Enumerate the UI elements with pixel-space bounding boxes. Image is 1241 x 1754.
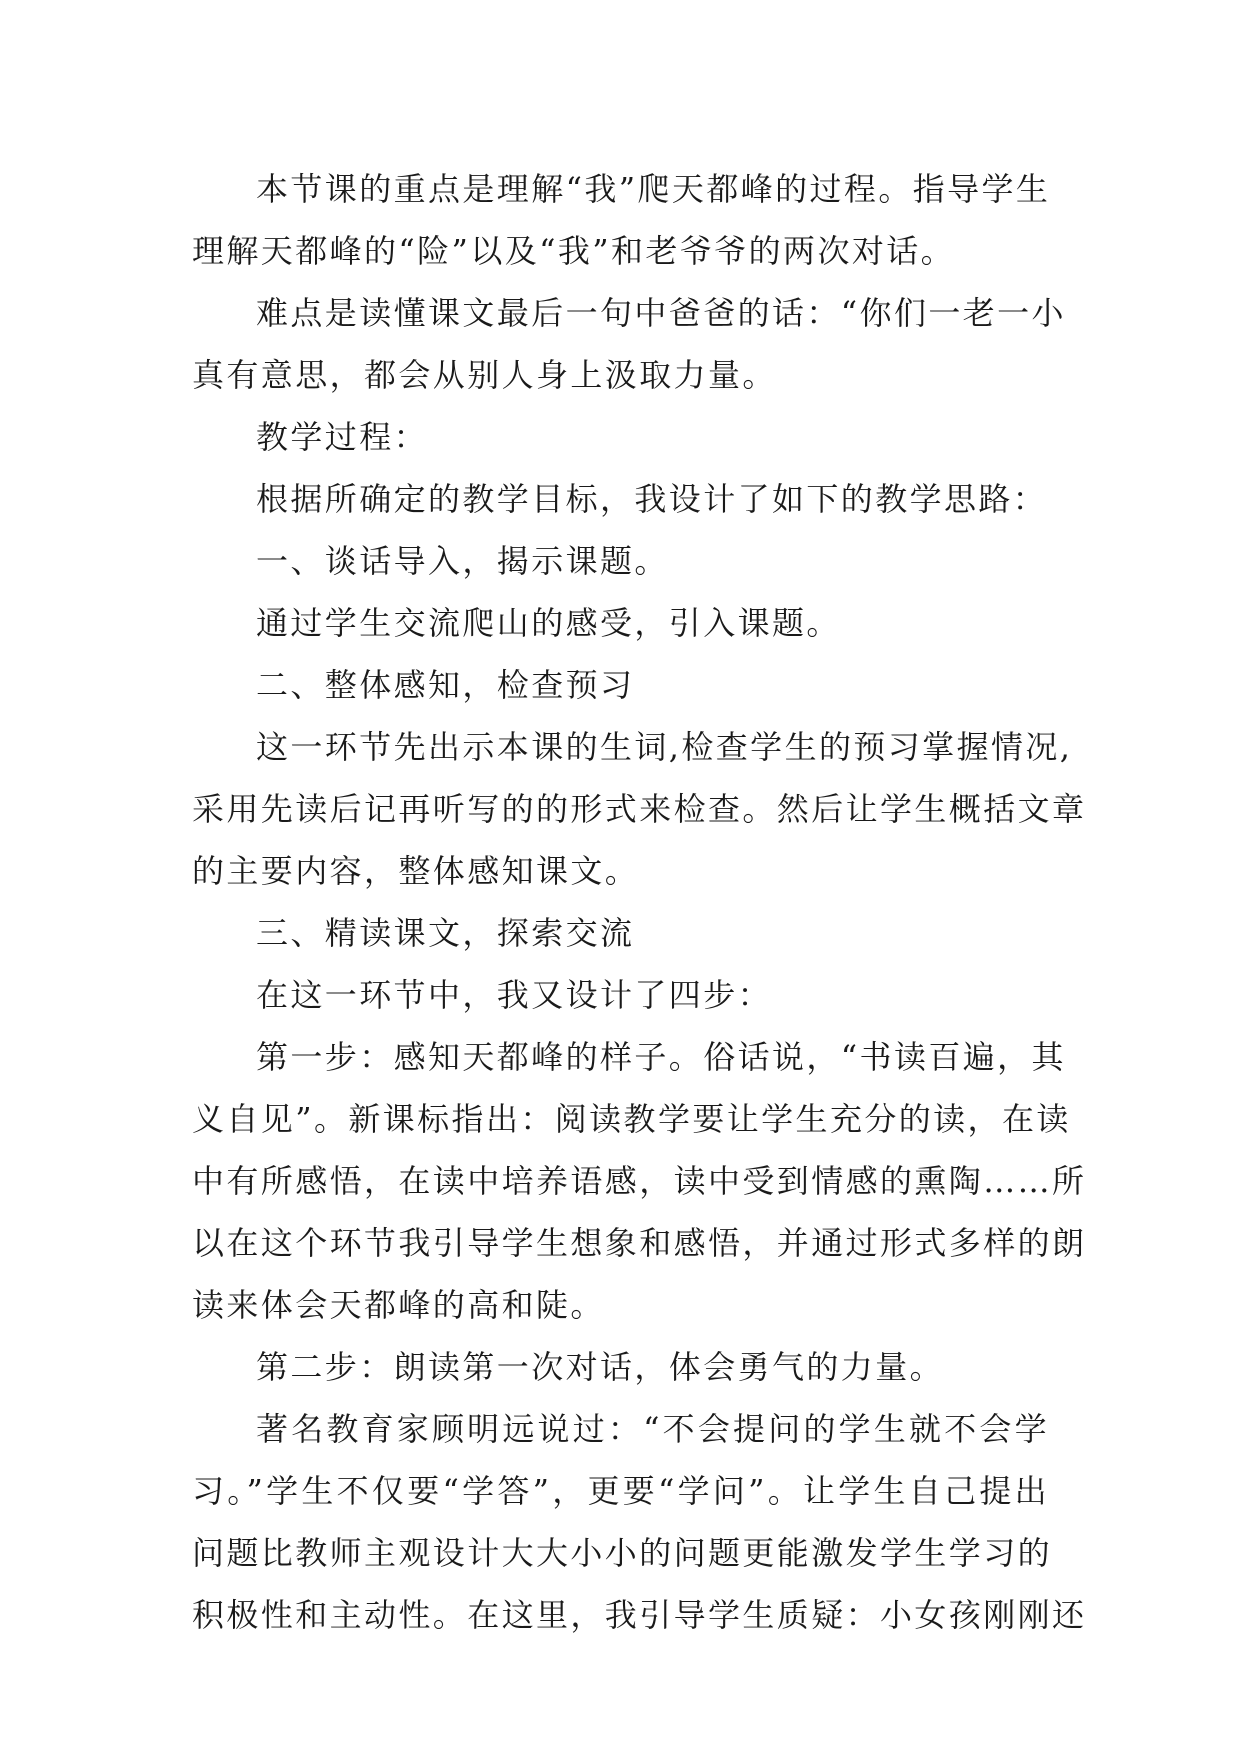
paragraph bbox=[192, 1026, 1087, 1336]
text-line: 真有意思，都会从别人身上汲取力量。 bbox=[192, 356, 777, 394]
text-line: 教学过程： bbox=[256, 418, 429, 456]
paragraph bbox=[192, 1398, 1087, 1646]
text-line: 难点是读懂课文最后一句中爸爸的话：“你们一老一小 bbox=[256, 294, 1066, 332]
text-line: 三、精读课文，探索交流 bbox=[256, 914, 635, 952]
text-line: 积极性和主动性。在这里，我引导学生质疑：小女孩刚刚还 bbox=[192, 1596, 1087, 1634]
paragraph bbox=[192, 1336, 1049, 1398]
paragraph bbox=[192, 468, 1049, 530]
paragraph bbox=[192, 282, 1066, 406]
paragraph bbox=[192, 158, 1049, 282]
paragraph bbox=[192, 592, 1049, 654]
text-line: 采用先读后记再听写的的形式来检查。然后让学生概括文章 bbox=[192, 790, 1087, 828]
text-line: 根据所确定的教学目标，我设计了如下的教学思路： bbox=[256, 480, 1048, 518]
document-body bbox=[192, 158, 1087, 1646]
text-line: 问题比教师主观设计大大小小的问题更能激发学生学习的 bbox=[192, 1534, 1053, 1572]
paragraph bbox=[192, 530, 1049, 592]
text-line: 著名教育家顾明远说过：“不会提问的学生就不会学 bbox=[256, 1410, 1049, 1448]
text-line: 第一步：感知天都峰的样子。俗话说，“书读百遍，其 bbox=[256, 1038, 1066, 1076]
text-line: 以在这个环节我引导学生想象和感悟，并通过形式多样的朗 bbox=[192, 1224, 1087, 1262]
paragraph bbox=[192, 716, 1087, 902]
text-line: 义自见”。新课标指出：阅读教学要让学生充分的读，在读 bbox=[192, 1100, 1071, 1138]
text-line: 在这一环节中，我又设计了四步： bbox=[256, 976, 773, 1014]
text-line: 第二步：朗读第一次对话，体会勇气的力量。 bbox=[256, 1348, 945, 1386]
paragraph bbox=[192, 406, 1049, 468]
paragraph bbox=[192, 964, 1049, 1026]
text-line: 习。”学生不仅要“学答”，更要“学问”。让学生自己提出 bbox=[192, 1472, 1049, 1510]
text-line: 的主要内容，整体感知课文。 bbox=[192, 852, 640, 890]
text-line: 二、整体感知，检查预习 bbox=[256, 666, 635, 704]
paragraph bbox=[192, 902, 1049, 964]
text-line: 一、谈话导入，揭示课题。 bbox=[256, 542, 669, 580]
text-line: 通过学生交流爬山的感受，引入课题。 bbox=[256, 604, 841, 642]
text-line: 读来体会天都峰的高和陡。 bbox=[192, 1286, 605, 1324]
text-line: 中有所感悟，在读中培养语感，读中受到情感的熏陶……所 bbox=[192, 1162, 1087, 1200]
text-line: 理解天都峰的“险”以及“我”和老爷爷的两次对话。 bbox=[192, 232, 956, 270]
text-line: 这一环节先出示本课的生词,检查学生的预习掌握情况, bbox=[256, 728, 1073, 766]
paragraph bbox=[192, 654, 1049, 716]
text-line: 本节课的重点是理解“我”爬天都峰的过程。指导学生 bbox=[256, 170, 1051, 208]
